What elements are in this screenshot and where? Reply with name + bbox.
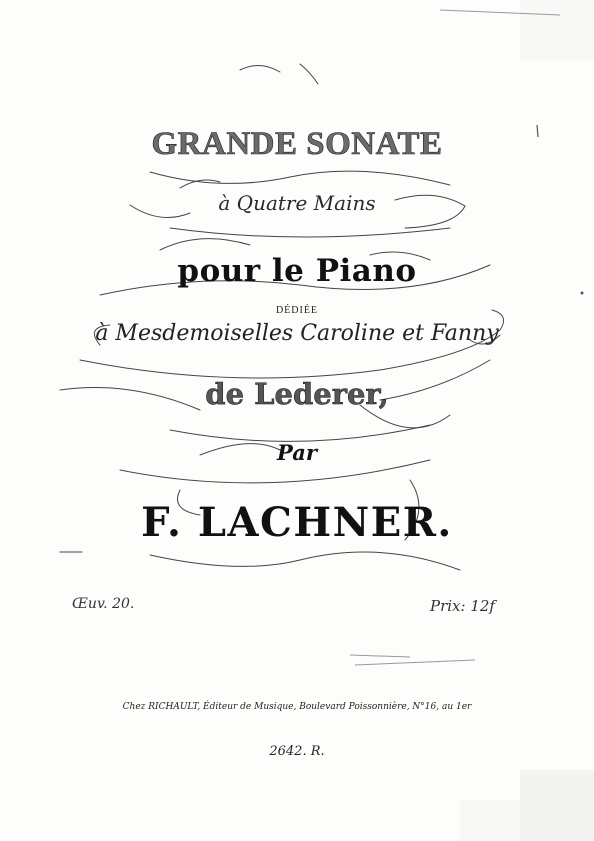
instrument-line: pour le Piano — [177, 253, 417, 289]
score-title: GRANDE SONATE — [151, 126, 443, 162]
dedicatees-line: à Mesdemoiselles Caroline et Fanny — [95, 321, 499, 346]
by-label: Par — [277, 440, 317, 465]
composer-name: F. LACHNER. — [141, 499, 453, 546]
family-name: de Lederer, — [205, 377, 389, 411]
publisher-line: Chez RICHAULT, Éditeur de Musique, Boulevard Poissonnière, N°16, au 1er — [122, 702, 472, 712]
plate-number: 2642. R. — [269, 744, 325, 759]
dedication-label: DÉDIÉE — [275, 305, 319, 316]
opus-number: Œuv. 20. — [72, 596, 135, 612]
price-label: Prix: 12f — [430, 597, 495, 615]
subtitle: à Quatre Mains — [218, 191, 376, 215]
